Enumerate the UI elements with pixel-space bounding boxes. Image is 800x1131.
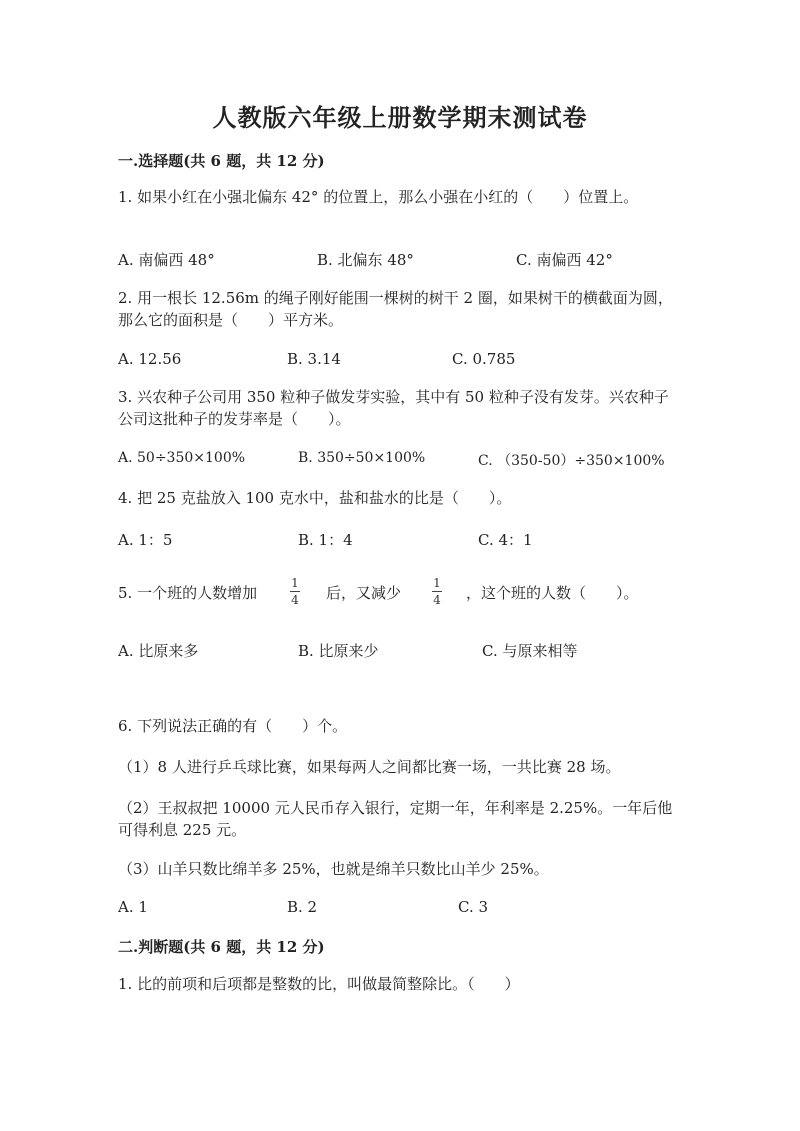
q6-option-b: B. 2 (287, 898, 318, 916)
fraction-denominator: 4 (291, 593, 299, 607)
q5-option-b: B. 比原来少 (298, 642, 379, 660)
question-3-text: 3. 兴农种子公司用 350 粒种子做发芽实验，其中有 50 粒种子没有发芽。兴农种子公司这批种子的发芽率是（ ）。 (118, 388, 669, 428)
question-6-statement-1: （1）8 人进行乒乓球比赛，如果每两人之间都比赛一场，一共比赛 28 场。 (118, 758, 621, 776)
fraction-bar (290, 591, 300, 592)
q5-option-a: A. 比原来多 (118, 642, 199, 660)
fraction-one-quarter-2 (432, 576, 442, 607)
question-4-text: 4. 把 25 克盐放入 100 克水中，盐和盐水的比是（ ）。 (118, 489, 512, 507)
question-6-statement-2: （2）王叔叔把 10000 元人民币存入银行，定期一年，年利率是 2.25%。一年后他可得利息 225 元。 (118, 799, 673, 839)
q6-option-c: C. 3 (458, 898, 489, 916)
q3-option-c: C. （350-50）÷350×100% (478, 453, 665, 469)
q1-option-a: A. 南偏西 48° (118, 251, 215, 269)
q3-option-a: A. 50÷350×100% (118, 450, 246, 466)
fraction-denominator: 4 (433, 593, 441, 607)
section-heading-choice: 一.选择题(共 6 题，共 12 分) (118, 152, 325, 170)
question-5-text-part2: 后，又减少 (326, 584, 402, 602)
q4-option-c: C. 4：1 (478, 531, 533, 549)
q2-option-b: B. 3.14 (287, 350, 341, 368)
fraction-numerator: 1 (291, 576, 299, 590)
q3-option-b: B. 350÷50×100% (298, 450, 426, 466)
q2-option-c: C. 0.785 (452, 350, 516, 368)
question-5-text-part1: 5. 一个班的人数增加 (118, 584, 258, 602)
question-5-text-part3: ，这个班的人数（ ）。 (466, 584, 639, 602)
q1-option-b: B. 北偏东 48° (317, 251, 414, 269)
page-title: 人教版六年级上册数学期末测试卷 (212, 103, 588, 132)
q1-option-c: C. 南偏西 42° (516, 251, 613, 269)
question-1-text: 1. 如果小红在小强北偏东 42° 的位置上，那么小强在小红的（ ）位置上。 (118, 188, 639, 206)
question-6-statement-3: （3）山羊只数比绵羊多 25%，也就是绵羊只数比山羊少 25%。 (118, 860, 549, 878)
q4-option-a: A. 1：5 (118, 531, 173, 549)
q6-option-a: A. 1 (118, 898, 148, 916)
judgement-1-text: 1. 比的前项和后项都是整数的比，叫做最简整除比。（ ） (118, 975, 520, 993)
question-2-text: 2. 用一根长 12.56m 的绳子刚好能围一棵树的树干 2 圈，如果树干的横截面为圆，那么它的面积是（ ）平方米。 (118, 289, 673, 329)
section-heading-judgement: 二.判断题(共 6 题，共 12 分) (118, 938, 325, 956)
q5-option-c: C. 与原来相等 (482, 642, 578, 660)
question-6-text: 6. 下列说法正确的有（ ）个。 (118, 717, 348, 735)
fraction-numerator: 1 (433, 576, 441, 590)
q2-option-a: A. 12.56 (118, 350, 182, 368)
fraction-one-quarter-1 (290, 576, 300, 607)
q4-option-b: B. 1：4 (298, 531, 353, 549)
fraction-bar (432, 591, 442, 592)
